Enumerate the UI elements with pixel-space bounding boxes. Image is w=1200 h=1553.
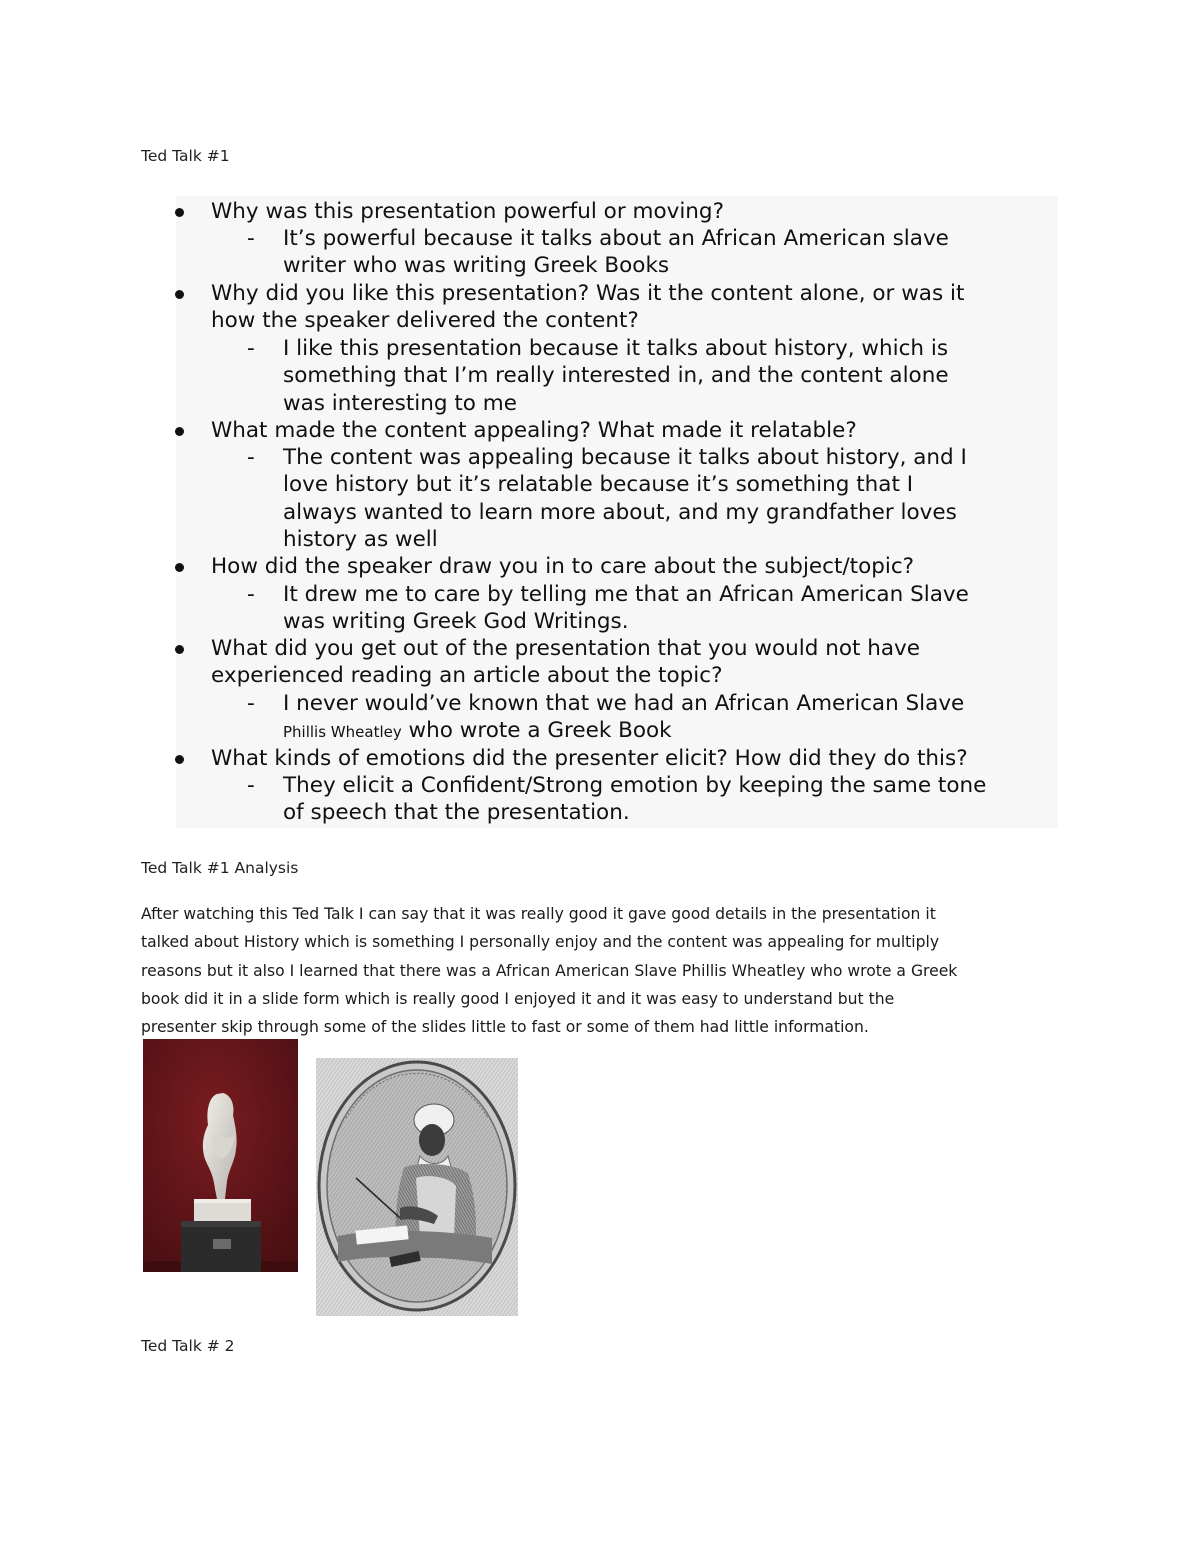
dash-icon: - [247,582,255,607]
answer-5 [283,690,964,747]
engraved-portrait-image [316,1058,518,1316]
answer-1 [283,225,949,280]
answer-5-line-1: I never would’ve known that we had an African American Slave [283,691,965,716]
statue-photo [143,1039,298,1272]
answer-6 [283,772,986,827]
question-3 [211,417,857,444]
answer-4-line-1: It drew me to care by telling me that an African American Slave [283,582,969,607]
answer-2-line-1: I like this presentation because it talks about history, which is [283,336,949,361]
question-5-line-1: What did you get out of the presentation that you would not have [211,636,920,661]
analysis-line-1: After watching this Ted Talk I can say that it was really good it gave good details in the presentation it [141,905,936,923]
section-heading-analysis: Ted Talk #1 Analysis [141,859,299,877]
answer-2 [283,335,949,417]
question-1 [211,198,724,225]
bullet-icon [175,427,184,436]
section-heading-ted-talk-2: Ted Talk # 2 [141,1337,235,1355]
answer-5-line-2 [283,717,964,746]
question-2-line-2: how the speaker delivered the content? [211,308,639,334]
analysis-paragraph [141,900,1061,1041]
analysis-line-5: presenter skip through some of the slides little to fast or some of them had little information. [141,1018,869,1037]
question-4 [211,553,914,580]
bullet-icon [175,755,184,764]
question-6 [211,745,968,772]
bullet-icon [175,208,184,217]
question-5 [211,635,920,690]
bullet-icon [175,563,184,572]
question-4-line-1: How did the speaker draw you in to care about the subject/topic? [211,554,915,579]
bullet-icon [175,290,184,299]
dash-icon: - [247,773,255,798]
question-5-line-2: experienced reading an article about the topic? [211,663,723,689]
answer-2-line-3: was interesting to me [283,390,517,416]
answer-2-line-2: something that I’m really interested in, and the content alone [283,363,949,389]
answer-4 [283,581,969,636]
section-heading-ted-talk-1: Ted Talk #1 [141,147,230,165]
answer-1-line-1: It’s powerful because it talks about an African American slave [283,226,949,251]
answer-3 [283,444,967,553]
question-1-line-1: Why was this presentation powerful or moving? [211,199,724,224]
answer-3-line-1: The content was appealing because it talks about history, and I [283,445,967,470]
question-2 [211,280,964,335]
answer-4-line-2: was writing Greek God Writings. [283,609,629,635]
question-3-line-1: What made the content appealing? What made it relatable? [211,418,857,443]
answer-1-line-2: writer who was writing Greek Books [283,253,670,279]
analysis-line-4: book did it in a slide form which is really good I enjoyed it and it was easy to understand but the [141,989,895,1008]
question-2-line-1: Why did you like this presentation? Was it the content alone, or was it [211,281,965,306]
answer-3-line-3: always wanted to learn more about, and my grandfather loves [283,499,957,525]
answer-3-line-4: history as well [283,526,438,552]
answer-5-name: Phillis Wheatley [283,723,402,742]
analysis-line-2: talked about History which is something I personally enjoy and the content was appealing for multiply [141,933,940,952]
dash-icon: - [247,691,255,716]
dash-icon: - [247,445,255,470]
answer-6-line-2: of speech that the presentation. [283,800,630,826]
bullet-icon [175,645,184,654]
dash-icon: - [247,336,255,361]
dash-icon: - [247,226,255,251]
answer-5-tail: who wrote a Greek Book [401,718,672,744]
analysis-line-3: reasons but it also I learned that there was a African American Slave Phillis Wheatley who wrote a Greek [141,961,958,980]
question-6-line-1: What kinds of emotions did the presenter elicit? How did they do this? [211,746,968,771]
answer-3-line-2: love history but it’s relatable because it’s something that I [283,472,914,498]
answer-6-line-1: They elicit a Confident/Strong emotion by keeping the same tone [283,773,987,798]
